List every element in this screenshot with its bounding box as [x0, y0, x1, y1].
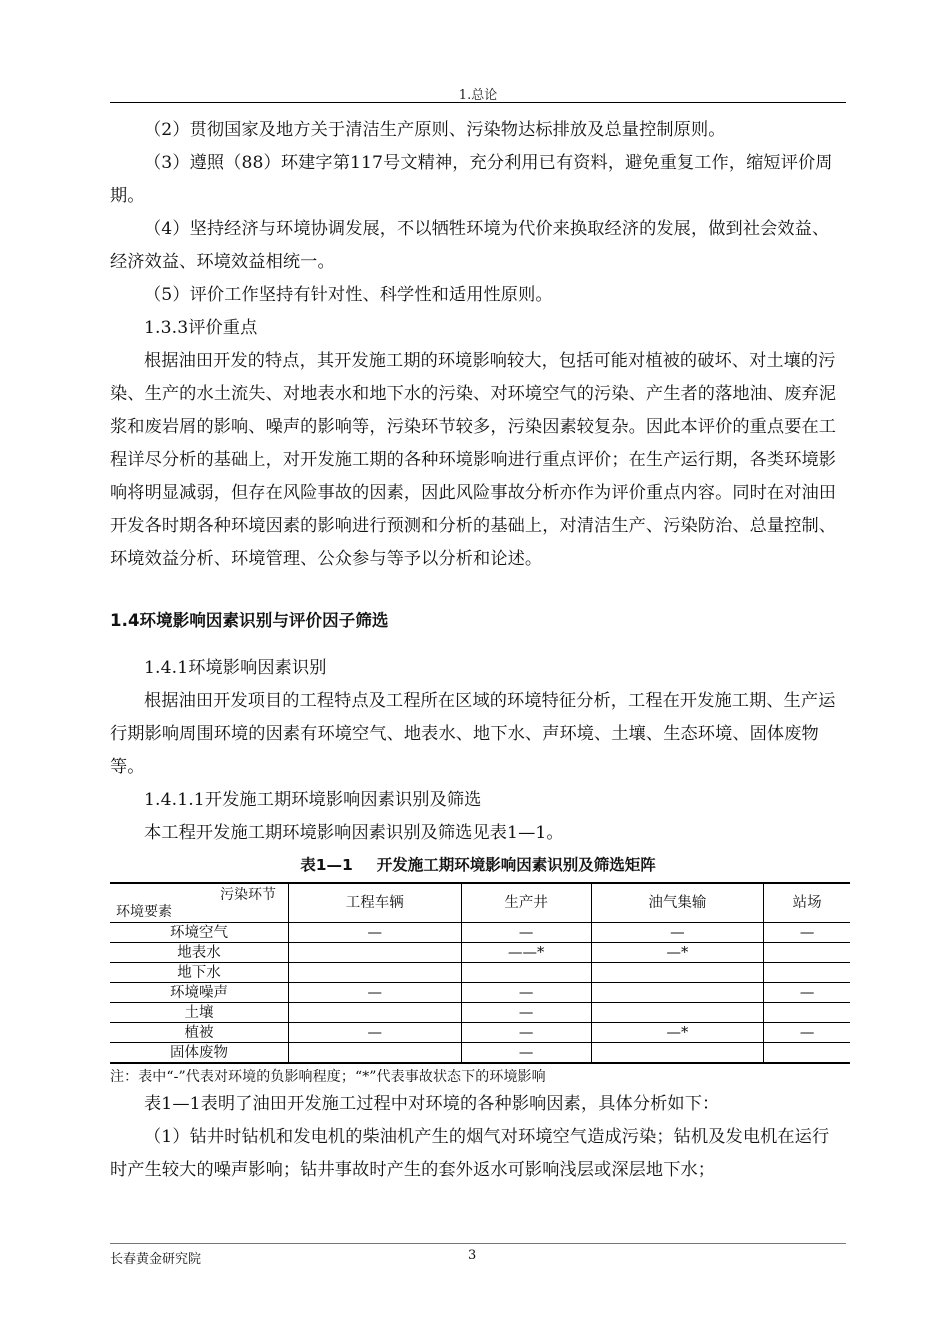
principle-5: （5）评价工作坚持有针对性、科学性和适用性原则。: [144, 285, 553, 305]
diag-header-top: 污染环节: [220, 887, 276, 903]
table-row: [110, 1023, 850, 1043]
table-cell: —: [461, 923, 591, 943]
table-cell: [289, 1043, 462, 1064]
table-cell: —: [461, 983, 591, 1003]
column-header: 工程车辆: [289, 883, 462, 923]
table-row: [110, 1043, 850, 1064]
table-cell: —: [289, 923, 462, 943]
footer-organization: 长春黄金研究院: [110, 1252, 202, 1267]
row-label: 环境空气: [110, 923, 289, 943]
evaluation-focus-paragraph: 根据油田开发的特点，其开发施工期的环境影响较大，包括可能对植被的破坏、对土壤的污染、生产的水土流失、对地表水和地下水的污染、对环境空气的污染、产生者的落地油、废弃泥浆和废岩屑的影响、噪声的影响等，污染环节较多，污染因素较复杂。因此本评价的重点要在工程详尽分析的基础上，对开发施工期的各种环境影响进行重点评价；在生产运行期，各类环境影响将明显减弱，但存在风险事故的因素，因此风险事故分析亦作为评价重点内容。同时在对油田开发各时期各种环境因素的影响进行预测和分析的基础上，对清洁生产、污染防治、总量控制、环境效益分析、环境管理、公众参与等予以分析和论述。: [110, 351, 837, 569]
row-label: 地表水: [110, 943, 289, 963]
diag-header-bottom: 环境要素: [116, 904, 172, 920]
table-cell: ——*: [461, 943, 591, 963]
table-cell: [461, 963, 591, 983]
table-cell: —*: [591, 1023, 764, 1043]
principle-4: （4）坚持经济与环境协调发展，不以牺牲环境为代价来换取经济的发展，做到社会效益、经济效益、环境效益相统一。: [110, 219, 830, 272]
table-cell: [764, 1043, 850, 1064]
column-header: 油气集输: [591, 883, 764, 923]
table-cell: [289, 963, 462, 983]
analysis-intro-paragraph: 表1—1表明了油田开发施工过程中对环境的各种影响因素，具体分析如下：: [144, 1094, 720, 1114]
row-label: 环境噪声: [110, 983, 289, 1003]
table-caption: [110, 852, 846, 878]
footer-rule: [110, 1243, 846, 1244]
header-rule: [110, 102, 846, 103]
table-cell: [764, 1003, 850, 1023]
table-cell: —: [289, 1023, 462, 1043]
subsection-title-1-3-3: 1.3.3评价重点: [144, 318, 258, 338]
subsection-title-1-4-1: 1.4.1环境影响因素识别: [144, 658, 327, 678]
table-row: [110, 983, 850, 1003]
principle-2: （2）贯彻国家及地方关于清洁生产原则、污染物达标排放及总量控制原则。: [144, 120, 726, 140]
column-header: 生产井: [461, 883, 591, 923]
table-reference-paragraph: 本工程开发施工期环境影响因素识别及筛选见表1—1。: [144, 823, 564, 843]
table-row: [110, 923, 850, 943]
factor-identification-paragraph: 根据油田开发项目的工程特点及工程所在区域的环境特征分析，工程在开发施工期、生产运行期影响周围环境的因素有环境空气、地表水、地下水、声环境、土壤、生态环境、固体废物等。: [110, 691, 836, 777]
principle-3: （3）遵照（88）环建字第117号文精神，充分利用已有资料，避免重复工作，缩短评价周期。: [110, 153, 833, 206]
table-row: [110, 943, 850, 963]
table-cell: —: [764, 1023, 850, 1043]
page-body: [110, 114, 846, 1187]
row-label: 植被: [110, 1023, 289, 1043]
table-cell: —: [461, 1023, 591, 1043]
table-title: 开发施工期环境影响因素识别及筛选矩阵: [376, 856, 656, 874]
page-number: 3: [468, 1248, 477, 1263]
row-label: 土壤: [110, 1003, 289, 1023]
table-number: 表1—1: [300, 856, 353, 874]
table-note: 注：表中“-”代表对环境的负影响程度；“*”代表事故状态下的环境影响: [110, 1069, 546, 1085]
table-cell: [591, 1043, 764, 1064]
table-cell: [591, 1003, 764, 1023]
table-cell: [591, 983, 764, 1003]
row-label: 地下水: [110, 963, 289, 983]
running-header: 1.总论: [458, 88, 498, 103]
column-header: 站场: [764, 883, 850, 923]
table-cell: —: [461, 1043, 591, 1064]
diagonal-header-cell: [110, 883, 289, 923]
table-cell: [591, 963, 764, 983]
table-cell: —: [764, 983, 850, 1003]
table-row: [110, 1003, 850, 1023]
section-heading-1-4: 1.4环境影响因素识别与评价因子筛选: [110, 611, 389, 630]
subsection-title-1-4-1-1: 1.4.1.1开发施工期环境影响因素识别及筛选: [144, 790, 482, 810]
table-cell: —: [591, 923, 764, 943]
table-cell: [764, 943, 850, 963]
table-cell: [764, 963, 850, 983]
impact-matrix-table: [110, 882, 850, 1064]
table-cell: [289, 1003, 462, 1023]
table-row: [110, 963, 850, 983]
row-label: 固体废物: [110, 1043, 289, 1064]
analysis-item-1: （1）钻井时钻机和发电机的柴油机产生的烟气对环境空气造成污染；钻机及发电机在运行时产生较大的噪声影响；钻井事故时产生的套外返水可影响浅层或深层地下水；: [110, 1127, 830, 1180]
table-header-row: [110, 883, 850, 923]
table-cell: —: [764, 923, 850, 943]
table-cell: —*: [591, 943, 764, 963]
table-cell: —: [289, 983, 462, 1003]
table-cell: [289, 943, 462, 963]
table-cell: —: [461, 1003, 591, 1023]
